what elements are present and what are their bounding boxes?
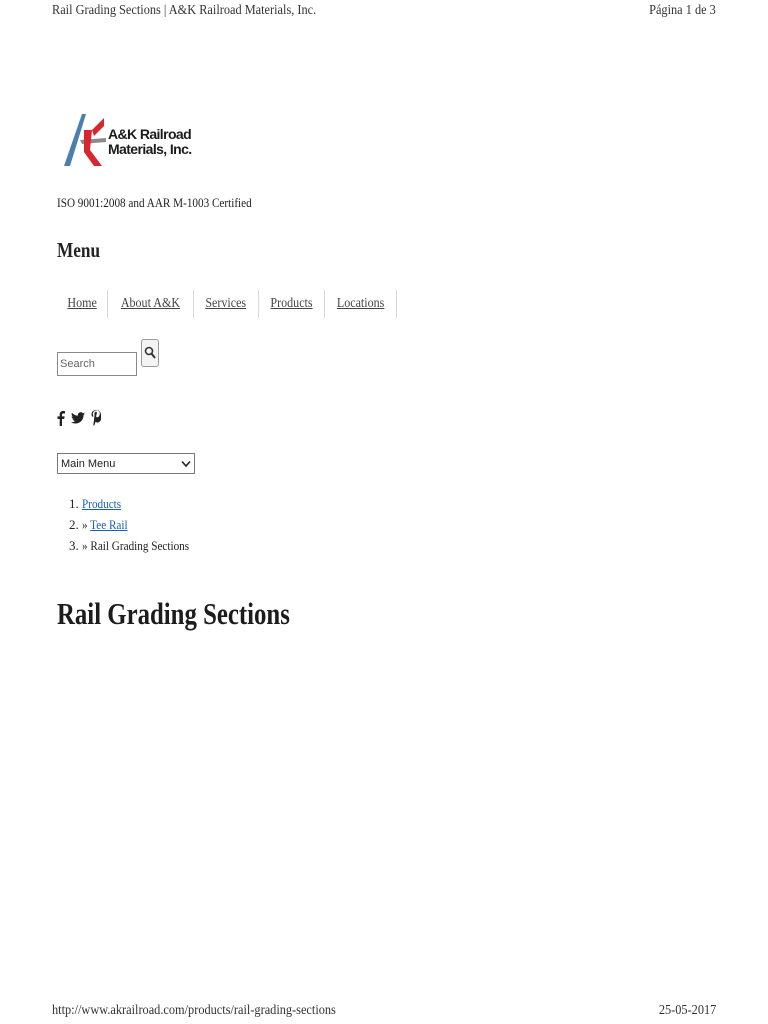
logo-line-1: A&K Railroad	[108, 126, 192, 142]
pinterest-icon[interactable]	[91, 410, 101, 426]
breadcrumb-separator: »	[82, 538, 91, 553]
nav-link-services[interactable]: Services	[205, 296, 247, 311]
facebook-icon[interactable]	[57, 410, 65, 426]
nav-item-about	[108, 290, 194, 318]
print-header-page-indicator: Página 1 de 3	[649, 3, 716, 18]
menu-heading: Menu	[57, 238, 101, 262]
search-button[interactable]	[141, 339, 159, 367]
social-links	[57, 410, 101, 426]
breadcrumb-link-products[interactable]: Products	[82, 496, 122, 511]
nav-item-services	[194, 290, 258, 318]
print-footer-date: 25-05-2017	[658, 1003, 716, 1018]
nav-link-about[interactable]: About A&K	[121, 296, 181, 311]
breadcrumb-item	[82, 535, 207, 556]
nav-item-locations	[325, 290, 397, 318]
main-menu-select[interactable]	[57, 453, 195, 474]
chevron-down-icon	[181, 460, 191, 468]
nav-link-products[interactable]: Products	[269, 296, 313, 311]
nav-link-home[interactable]: Home	[67, 296, 97, 311]
company-logo[interactable]	[60, 110, 190, 170]
nav-link-locations[interactable]: Locations	[336, 296, 384, 311]
search-icon	[144, 346, 156, 360]
breadcrumb-link-tee-rail[interactable]: Tee Rail	[90, 517, 128, 532]
certification-tagline: ISO 9001:2008 and AAR M-1003 Certified	[57, 195, 252, 210]
print-header-title: Rail Grading Sections | A&K Railroad Materials, Inc.	[52, 3, 317, 18]
search-input[interactable]	[57, 352, 137, 376]
nav-item-products	[259, 290, 325, 318]
breadcrumb-separator: »	[82, 517, 91, 532]
print-footer-url: http://www.akrailroad.com/products/rail-grading-sections	[52, 1003, 336, 1018]
breadcrumb-item	[82, 514, 207, 535]
breadcrumb-current: Rail Grading Sections	[90, 538, 190, 553]
logo-mark-icon	[60, 110, 106, 170]
logo-line-2: Materials, Inc.	[108, 141, 192, 157]
logo-wordmark	[108, 127, 192, 157]
main-menu-select-value: Main Menu	[61, 457, 116, 470]
main-nav	[57, 290, 397, 318]
page-title: Rail Grading Sections	[57, 596, 290, 631]
twitter-icon[interactable]	[71, 412, 85, 424]
breadcrumb	[57, 493, 207, 556]
nav-item-home	[57, 290, 108, 318]
breadcrumb-item	[82, 493, 207, 514]
